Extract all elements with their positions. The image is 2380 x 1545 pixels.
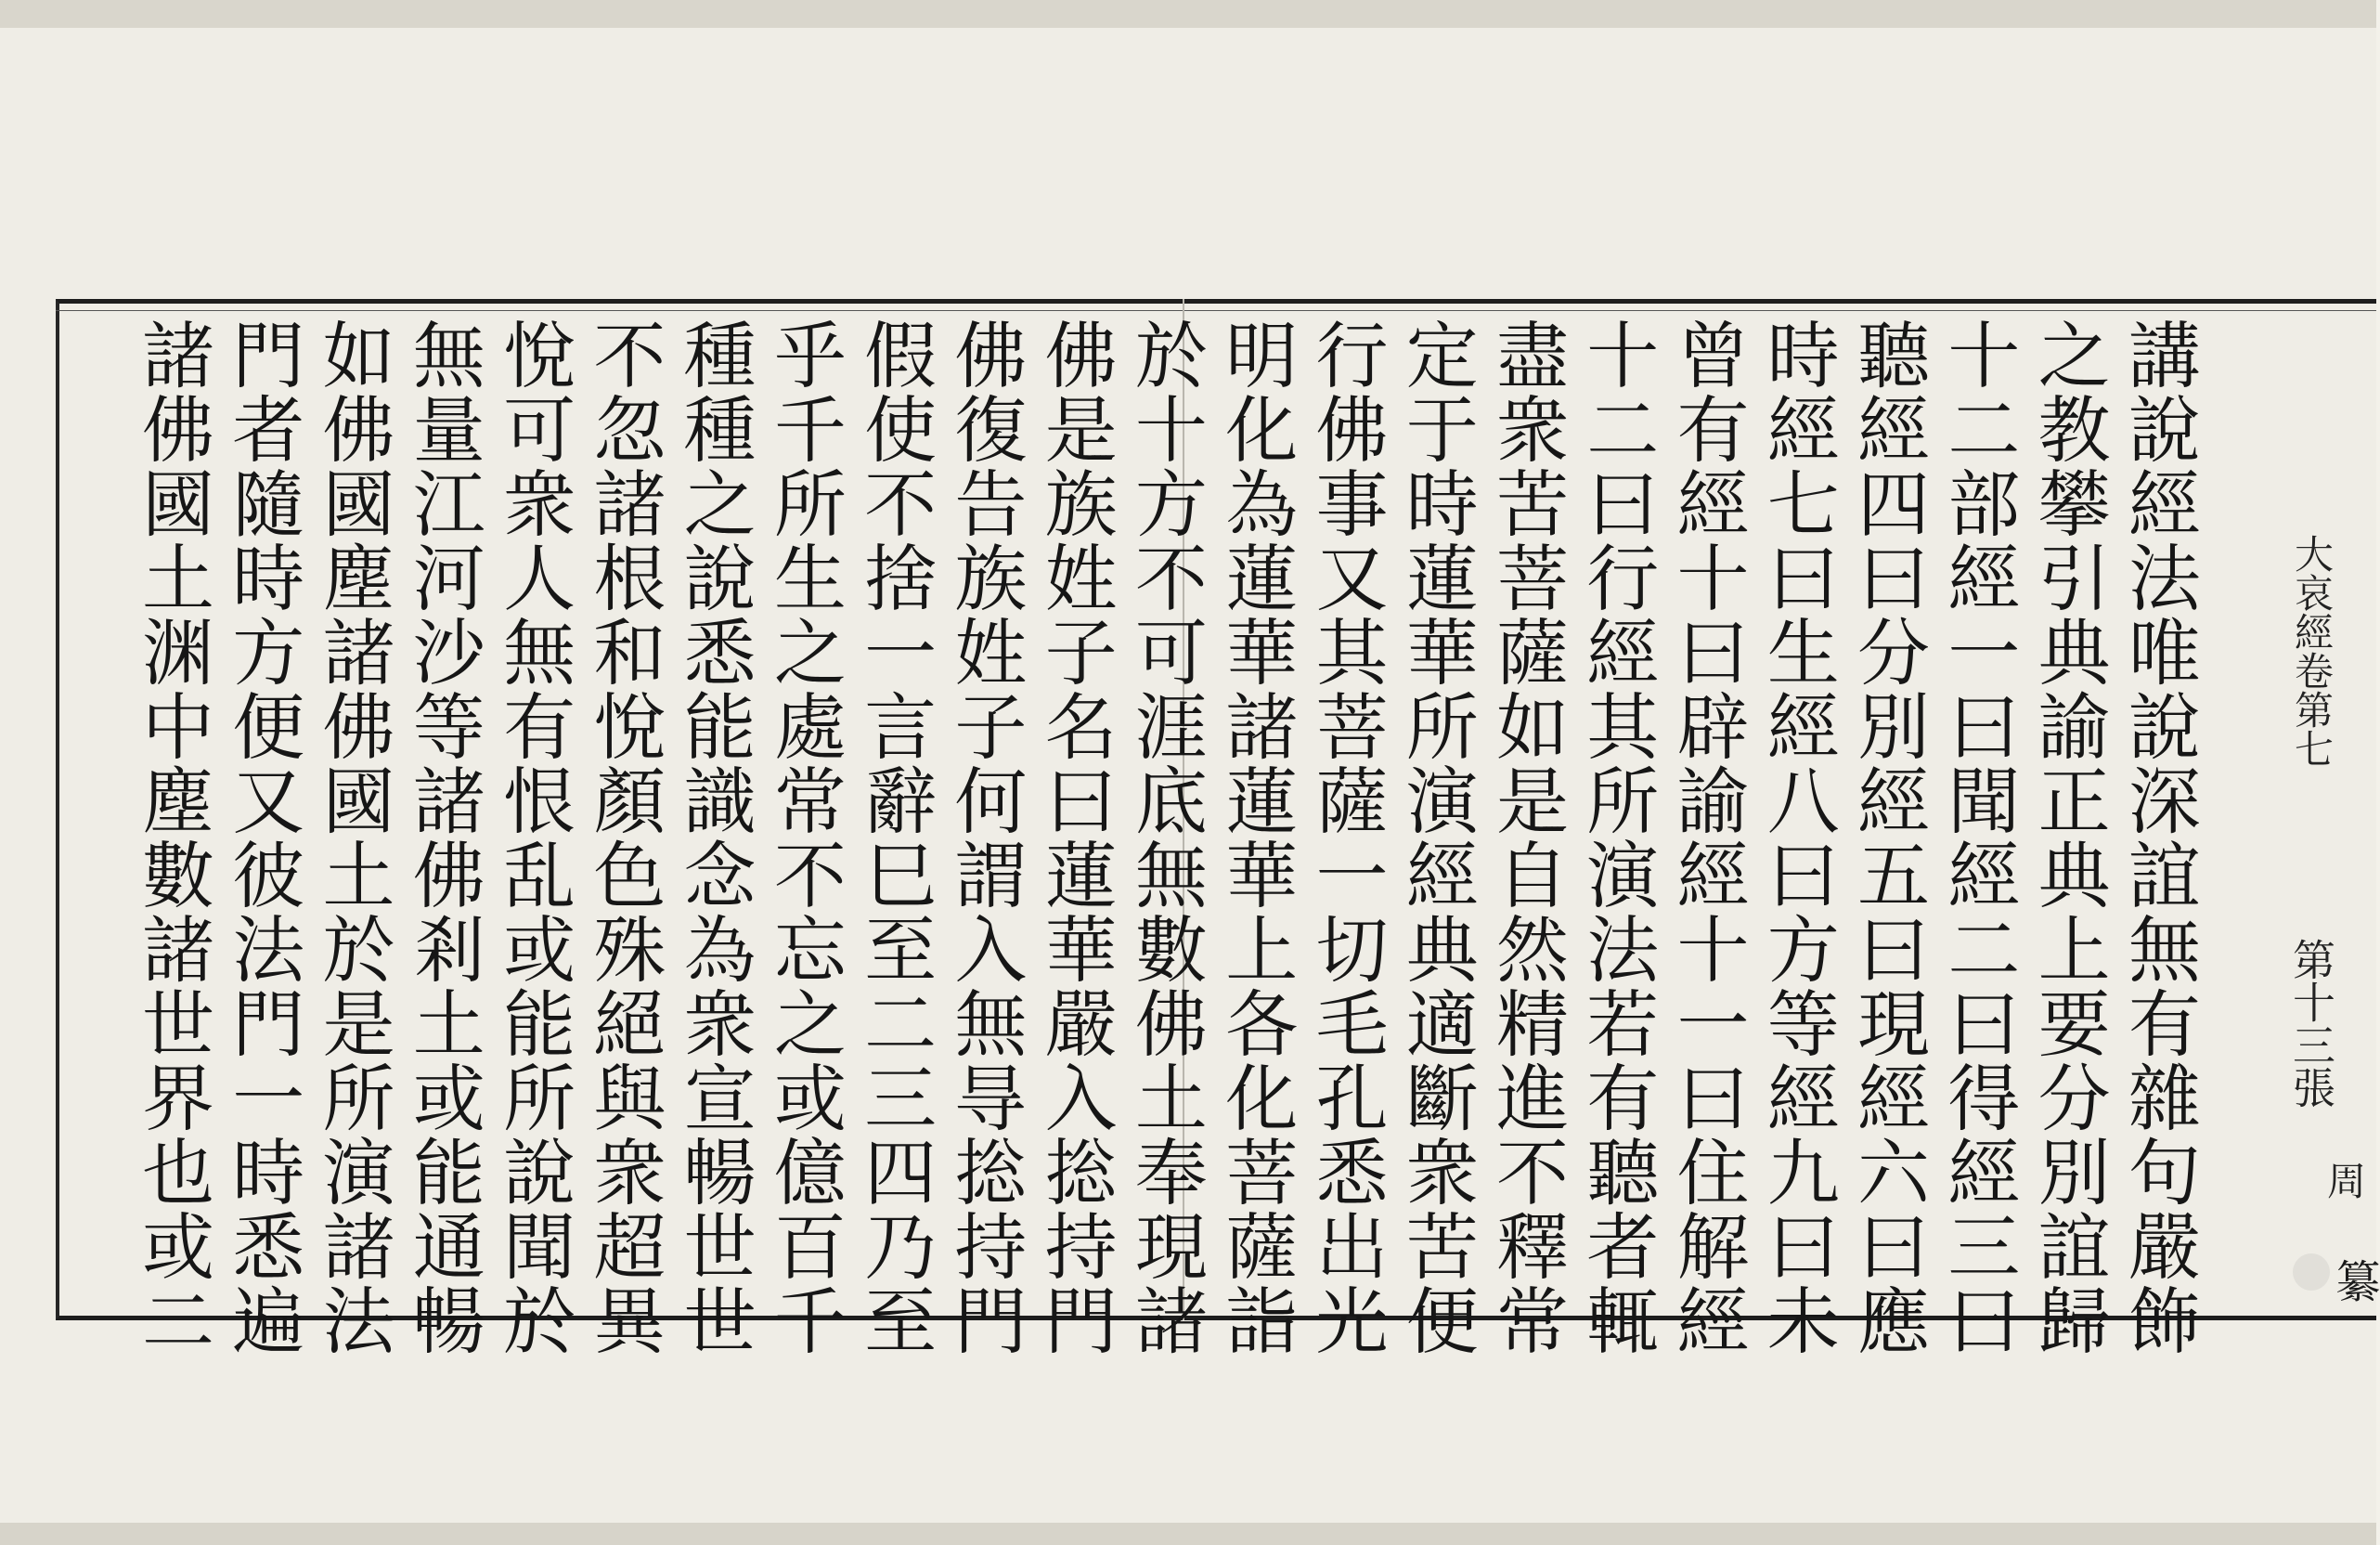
- text-column: 悅可衆人無有恨乱或能所說聞於: [491, 318, 576, 1357]
- text-column: 於十方不可涯底無數佛土奉現諸: [1122, 318, 1207, 1357]
- margin-page-number: 第十三張: [2286, 938, 2336, 1109]
- text-column: 佛是族姓子名曰蓮華嚴入捴持門: [1032, 318, 1117, 1357]
- text-column: 行佛事又其菩薩一切毛孔悉出光: [1303, 318, 1388, 1357]
- text-column: 明化為蓮華諸蓮華上各化菩薩詣: [1213, 318, 1298, 1357]
- printed-inner-rule: [56, 310, 2376, 311]
- text-column: 種種之說悉能識念為衆宣暢世世: [671, 318, 756, 1357]
- text-column: 門者隨時方便又彼法門一時悉遍: [220, 318, 304, 1357]
- margin-carver-name: 周: [2322, 1161, 2367, 1200]
- text-column: 講說經法唯說深誼無有雜句嚴飾: [2115, 318, 2200, 1357]
- ink-smudge: [2293, 1253, 2330, 1291]
- text-column: 聽經四曰分別經五曰現經六曰應: [1845, 318, 1930, 1357]
- text-column: 時經七曰生經八曰方等經九曰未: [1754, 318, 1839, 1357]
- margin-lower-mark: 纂: [2328, 1258, 2380, 1303]
- text-column: 諸佛國土渊中塵數諸世界也或二: [130, 318, 213, 1357]
- scan-bottom-edge: [0, 1523, 2376, 1545]
- text-column: 不忽諸根和悅顏色殊絕與衆超異: [581, 318, 666, 1357]
- text-column: 乎千所生之處常不忘之或億百千: [761, 318, 846, 1357]
- text-column: 曾有經十曰辟諭經十一曰住解經: [1664, 318, 1749, 1357]
- scan-top-edge: [0, 0, 2376, 28]
- text-column: 假使不捨一言辭巳至二三四乃至: [852, 318, 937, 1357]
- text-columns: [130, 318, 2200, 1357]
- text-column: 之教攀引典諭正典上要分別誼歸: [2025, 318, 2110, 1357]
- text-column: 十二曰行經其所演法若有聽者輒: [1574, 318, 1659, 1357]
- text-column: 定于時蓮華所演經典適斷衆苦便: [1393, 318, 1478, 1357]
- margin-sutra-title: 大哀經卷第七: [2289, 534, 2335, 768]
- text-column: 無量江河沙等諸佛剎土或能通暢: [400, 318, 485, 1357]
- text-column: 佛復告族姓子何謂入無㝵捴持門: [942, 318, 1027, 1357]
- text-column: 盡衆苦菩薩如是自然精進不釋常: [1483, 318, 1568, 1357]
- text-column: 如佛國塵諸佛國土於是所演諸法: [310, 318, 395, 1357]
- text-column: 十二部經一曰聞經二曰得經三曰: [1935, 318, 2020, 1357]
